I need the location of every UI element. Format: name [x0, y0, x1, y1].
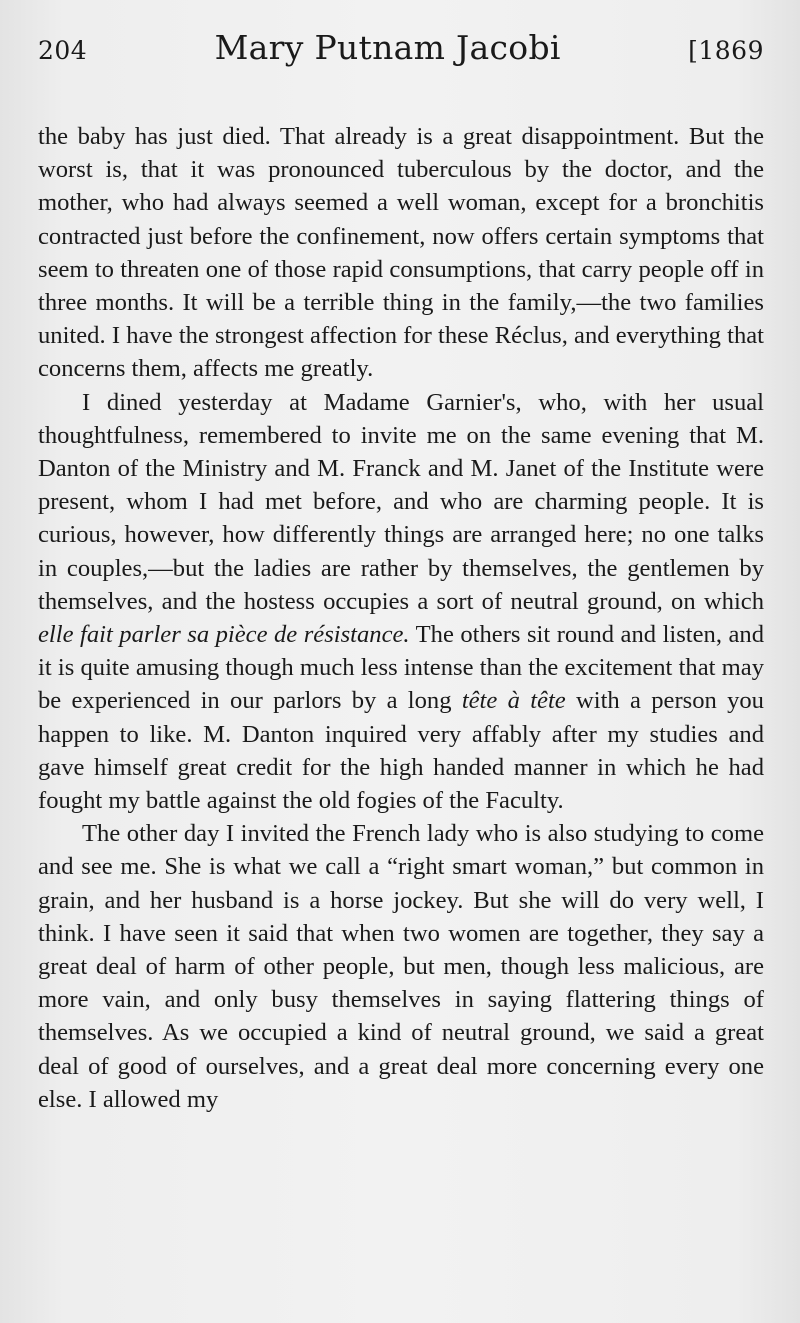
paragraph-2 — [38, 386, 764, 818]
french-phrase-italic: elle fait parler sa pièce de résistance. — [38, 621, 410, 649]
tete-a-tete-italic: tête à tête — [461, 687, 566, 715]
paragraph-2-text-b: The others sit round and listen, and it is quite amusing though much less intense than the excitement that may be experienced in our parlors by a long — [38, 621, 764, 715]
page-header — [38, 28, 764, 90]
paragraph-3: The other day I invited the French lady who is also studying to come and see me. She is what we call a “right smart woman,” but common in grain, and her husband is a horse jockey. But she will do very well, I think. I have seen it said that when two women are together, they say a great deal of harm of other people, but men, though less malicious, are more vain, and only busy themselves in saying flattering things of themselves. As we occupied a kind of neutral ground, we said a great deal of good of ourselves, and a great deal more concerning every one else. I allowed my — [38, 820, 764, 1113]
paragraph-2-text-a: I dined yesterday at Madame Garnier's, who, with her usual thoughtfulness, remembered to invite me on the same evening that M. Danton of the Ministry and M. Franck and M. Janet of the Institute were present, whom I had met before, and who are charming people. It is curious, however, how differently things are arranged here; no one talks in couples,—but the ladies are rather by themselves, the gentlemen by themselves, and the hostess occupies a sort of neutral ground, on which — [38, 388, 764, 615]
running-title: Mary Putnam Jacobi — [214, 28, 561, 67]
page-number: 204 — [38, 36, 88, 65]
paragraph-2-text-c: with a person you happen to like. M. Danton inquired very affably after my studies and gave himself great credit for the high handed manner in which he had fought my battle against the old fogies of the Faculty. — [38, 687, 764, 815]
header-year: [1869 — [688, 36, 764, 65]
paragraph-1: the baby has just died. That already is a great disappointment. But the worst is, that it was pronounced tuberculous by the doctor, and the mother, who had always seemed a well woman, except for a bronchitis contracted just before the confinement, now offers certain symptoms that seem to threaten one of those rapid consumptions, that carry people off in three months. It will be a terrible thing in the family,—the two families united. I have the strongest affection for these Réclus, and everything that concerns them, affects me greatly. — [38, 123, 764, 383]
body-text — [38, 120, 764, 1116]
